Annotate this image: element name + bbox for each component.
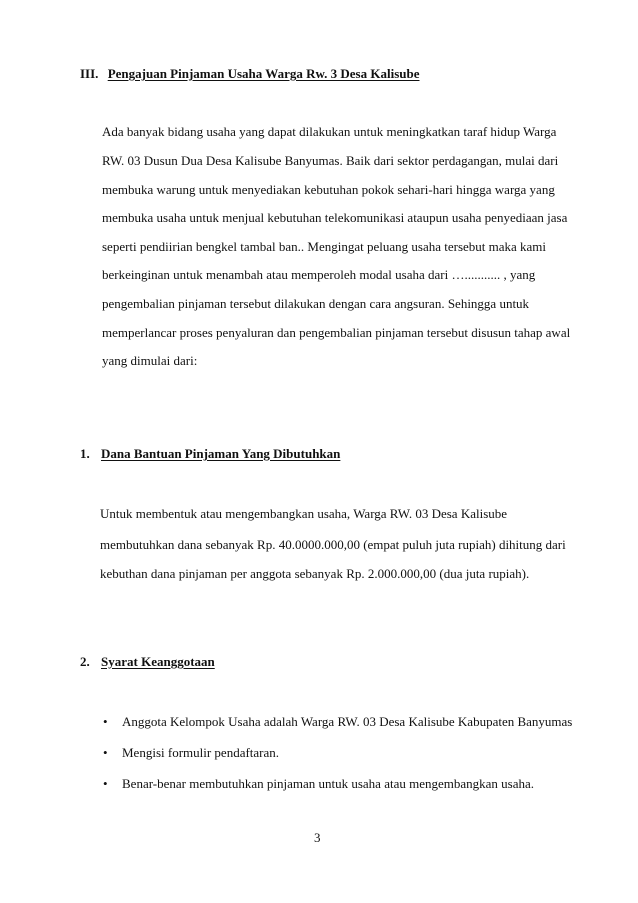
paragraph-line: memperlancar proses penyaluran dan pengembalian pinjaman tersebut disusun tahap awal — [102, 325, 571, 340]
item-title: Syarat Keanggotaan — [101, 654, 215, 669]
paragraph-line: kebuthan dana pinjaman per anggota sebanyak Rp. 2.000.000,00 (dua juta rupiah). — [100, 566, 530, 581]
paragraph-line: membutuhkan dana sebanyak Rp. 40.0000.000,00 (empat puluh juta rupiah) dihitung dari — [100, 537, 566, 552]
paragraph-line: yang dimulai dari: — [102, 353, 198, 368]
paragraph-line: membuka warung untuk menyediakan kebutuhan pokok sehari-hari hingga warga yang — [102, 182, 555, 197]
paragraph-line: Untuk membentuk atau mengembangkan usaha, Warga RW. 03 Desa Kalisube — [100, 506, 508, 521]
section-heading — [80, 66, 419, 82]
bullet-icon: • — [103, 745, 108, 760]
bullet-icon: • — [103, 776, 108, 791]
list-item: Anggota Kelompok Usaha adalah Warga RW. 03 Desa Kalisube Kabupaten Banyumas — [122, 714, 573, 729]
bullet-icon: • — [103, 714, 108, 729]
item-heading — [80, 654, 215, 670]
section-title: Pengajuan Pinjaman Usaha Warga Rw. 3 Desa Kalisube — [107, 66, 420, 81]
paragraph-line: membuka usaha untuk menjual kebutuhan telekomunikasi ataupun usaha penyediaan jasa — [102, 210, 568, 225]
paragraph-line: pengembalian pinjaman tersebut dilakukan dengan cara angsuran. Sehingga untuk — [102, 296, 530, 311]
list-item: Mengisi formulir pendaftaran. — [122, 745, 280, 760]
paragraph-line: Ada banyak bidang usaha yang dapat dilakukan untuk meningkatkan taraf hidup Warga — [102, 124, 557, 139]
section-number: III. — [80, 66, 99, 81]
list-item: Benar-benar membutuhkan pinjaman untuk usaha atau mengembangkan usaha. — [122, 776, 534, 791]
item-title: Dana Bantuan Pinjaman Yang Dibutuhkan — [101, 446, 341, 461]
paragraph-line: berkeinginan untuk menambah atau memperoleh modal usaha dari …........... , yang — [102, 267, 536, 282]
item-number: 1. — [80, 446, 90, 461]
page-number: 3 — [314, 830, 321, 845]
item-heading — [80, 446, 340, 462]
paragraph-line: seperti pendiirian bengkel tambal ban.. Mengingat peluang usaha tersebut maka kami — [102, 239, 547, 254]
item-number: 2. — [80, 654, 90, 669]
paragraph-line: RW. 03 Dusun Dua Desa Kalisube Banyumas. Baik dari sektor perdagangan, mulai dari — [102, 153, 559, 168]
